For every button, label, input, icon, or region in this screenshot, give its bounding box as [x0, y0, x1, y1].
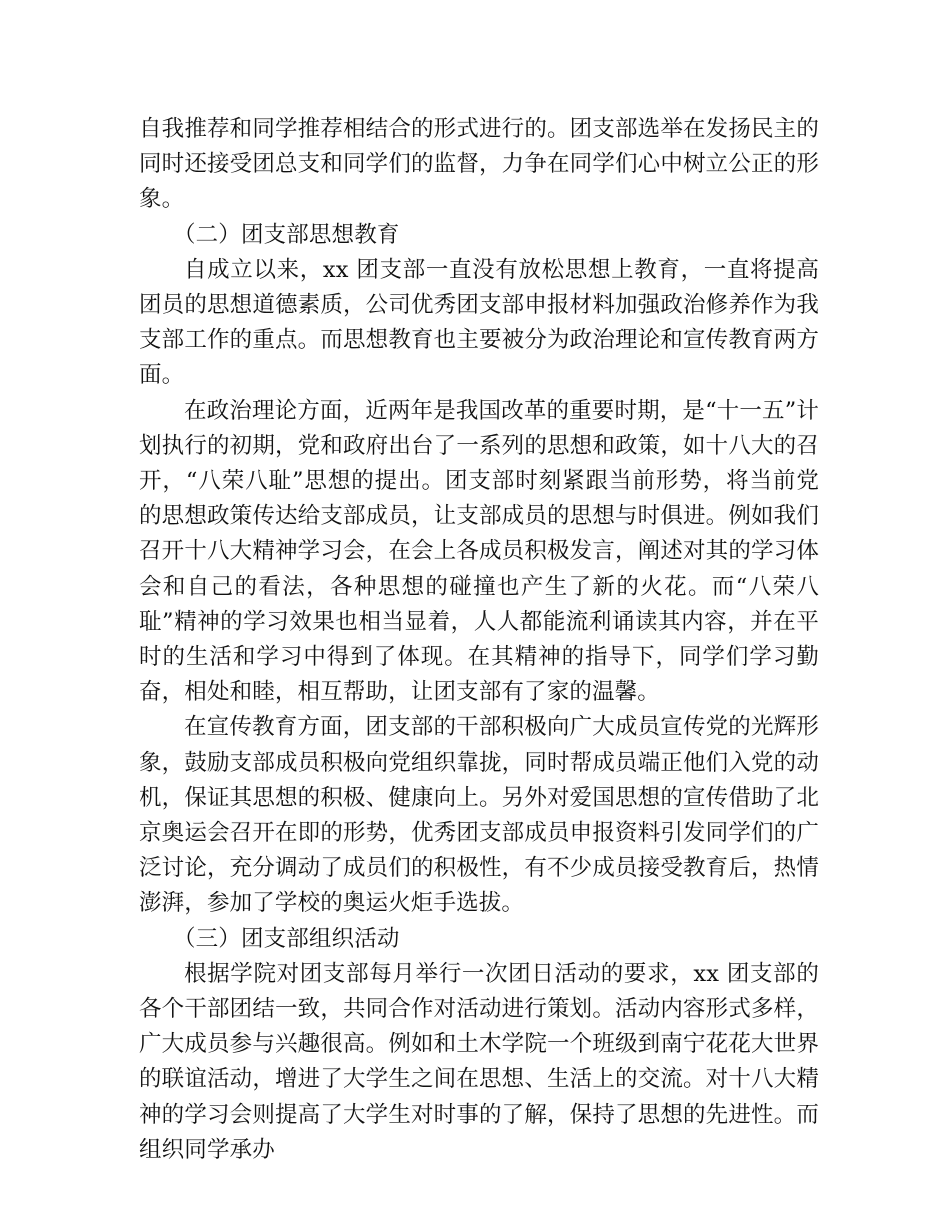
paragraph-education-overview: 自成立以来，xx 团支部一直没有放松思想上教育，一直将提高团员的思想道德素质，公司优秀团支部申报材料加强政治修养作为我支部工作的重点。而思想教育也主要被分为政治理论和宣传教育两方面。 — [139, 256, 819, 389]
paragraph-activities: 根据学院对团支部每月举行一次团日活动的要求，xx 团支部的各个干部团结一致，共同合作对活动进行策划。活动内容形式多样，广大成员参与兴趣很高。例如和土木学院一个班级到南宁花花大世界的联谊活动，增进了大学生之间在思想、生活上的交流。对十八大精神的学习会则提高了大学生对时事的了解，保持了思想的先进性。而组织同学承办 — [139, 960, 819, 1163]
section-heading-organized-activities: （三）团支部组织活动 — [173, 925, 400, 952]
paragraph-publicity-education: 在宣传教育方面，团支部的干部积极向广大成员宣传党的光辉形象，鼓励支部成员积极向党组织靠拢，同时帮成员端正他们入党的动机，保证其思想的积极、健康向上。另外对爱国思想的宣传借助了北京奥运会召开在即的形势，优秀团支部成员申报资料引发同学们的广泛讨论，充分调动了成员们的积极性，有不少成员接受教育后，热情澎湃，参加了学校的奥运火炬手选拔。 — [139, 714, 819, 917]
document-body — [139, 112, 819, 1168]
section-heading-ideological-education: （二）团支部思想教育 — [173, 221, 400, 248]
paragraph-continuation: 自我推荐和同学推荐相结合的形式进行的。团支部选举在发扬民主的同时还接受团总支和同学们的监督，力争在同学们心中树立公正的形象。 — [139, 116, 819, 213]
paragraph-political-theory: 在政治理论方面，近两年是我国改革的重要时期，是“十一五”计划执行的初期，党和政府出台了一系列的思想和政策，如十八大的召开，“八荣八耻”思想的提出。团支部时刻紧跟当前形势，将当前党的思想政策传达给支部成员，让支部成员的思想与时俱进。例如我们召开十八大精神学习会，在会上各成员积极发言，阐述对其的学习体会和自己的看法，各种思想的碰撞也产生了新的火花。而“八荣八耻”精神的学习效果也相当显着，人人都能流利诵读其内容，并在平时的生活和学习中得到了体现。在其精神的指导下，同学们学习勤奋，相处和睦，相互帮助，让团支部有了家的温馨。 — [139, 397, 819, 706]
